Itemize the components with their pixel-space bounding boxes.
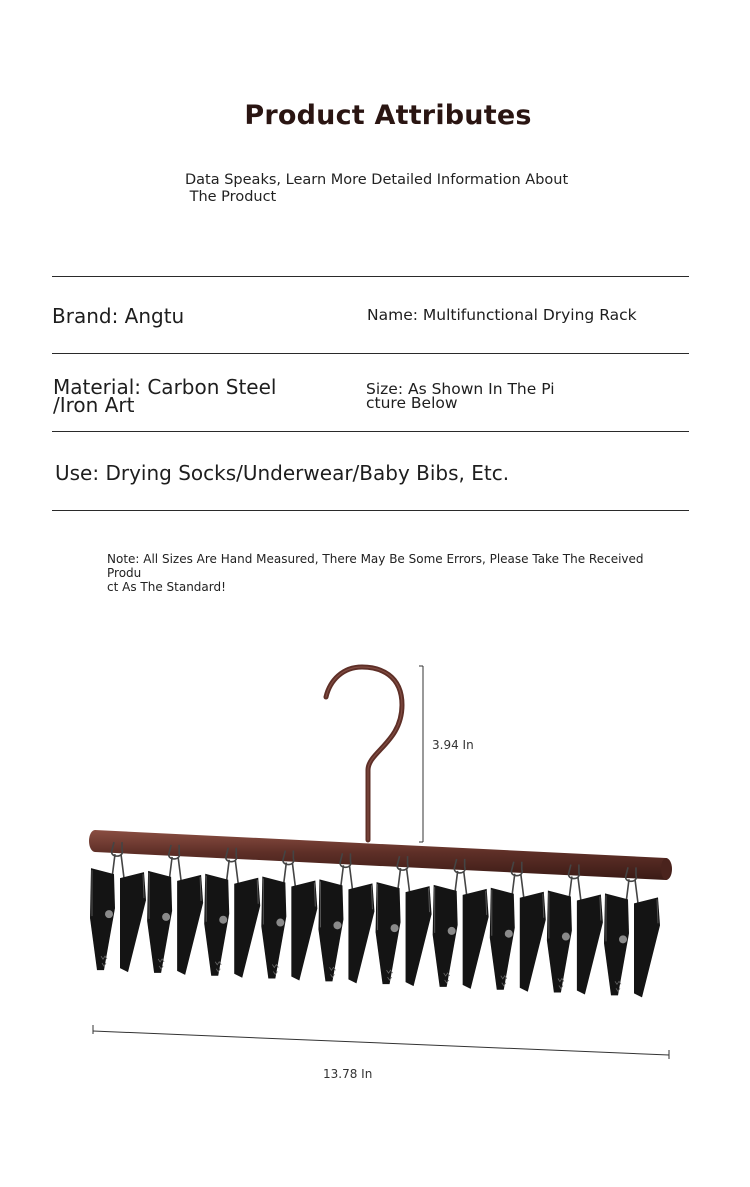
clip-4 <box>261 851 317 981</box>
clip-1 <box>90 842 146 972</box>
use-attribute: Use: Drying Socks/Underwear/Baby Bibs, Etc. <box>55 461 510 485</box>
hanger-hook <box>326 667 402 840</box>
brand-attribute: Brand: Angtu <box>52 304 185 328</box>
height-dimension-label: 3.94 In <box>432 738 474 752</box>
note-line-1: Note: All Sizes Are Hand Measured, There May Be Some Errors, Please Take The Received Produ <box>107 552 644 580</box>
size-line-2: cture Below <box>366 394 458 412</box>
material-line-2: /Iron Art <box>53 393 135 417</box>
clip-2 <box>147 845 203 975</box>
clip-3 <box>204 848 260 978</box>
clip-10 <box>604 867 660 997</box>
clip-8 <box>490 862 546 992</box>
hanger-bar <box>89 830 672 880</box>
clip-9 <box>547 865 603 995</box>
clip-7 <box>433 859 489 989</box>
subtitle-line-1: Data Speaks, Learn More Detailed Information About <box>185 172 569 188</box>
width-dimension-line <box>93 1031 669 1055</box>
material-line-1: Material: Carbon Steel <box>53 375 277 399</box>
name-attribute: Name: Multifunctional Drying Rack <box>367 306 637 324</box>
page-title: Product Attributes <box>244 100 532 131</box>
clip-5 <box>318 853 374 983</box>
subtitle-line-2: The Product <box>185 189 277 205</box>
clip-6 <box>376 856 432 986</box>
size-line-1: Size: As Shown In The Pi <box>366 380 555 398</box>
width-dimension-label: 13.78 In <box>323 1067 373 1081</box>
note-line-2: ct As The Standard! <box>107 580 226 594</box>
